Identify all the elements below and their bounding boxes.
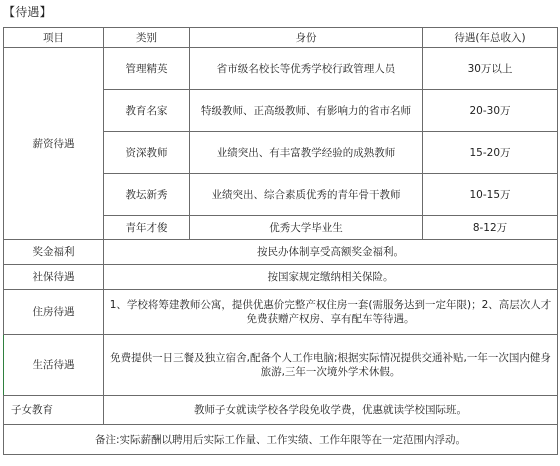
social-text: 按国家规定缴纳相关保险。 (104, 265, 558, 290)
life-text: 免费提供一日三餐及独立宿舍,配备个人工作电脑;根据实际情况提供交通补贴,一年一次国内健身旅游,三年一次境外学术休假。 (104, 335, 558, 396)
pay-cell: 10-15万 (423, 174, 558, 216)
category-cell: 教育名家 (104, 90, 190, 132)
identity-cell: 特级教师、正高级教师、有影响力的省市名师 (190, 90, 423, 132)
note-text: 备注:实际薪酬以聘用后实际工作量、工作实绩、工作年限等在一定范围内浮动。 (4, 425, 558, 455)
table-row (4, 240, 558, 265)
category-cell: 管理精英 (104, 48, 190, 90)
header-item: 项目 (4, 28, 104, 48)
section-heading: 【待遇】 (3, 5, 52, 19)
identity-cell: 业绩突出、有丰富教学经验的成熟教师 (190, 132, 423, 174)
pay-cell: 8-12万 (423, 216, 558, 240)
header-pay: 待遇(年总收入) (423, 28, 558, 48)
children-text: 教师子女就读学校各学段免收学费，优惠就读学校国际班。 (104, 396, 558, 425)
pay-cell: 30万以上 (423, 48, 558, 90)
housing-label: 住房待遇 (4, 290, 104, 335)
table-row (4, 396, 558, 425)
pay-cell: 15-20万 (423, 132, 558, 174)
identity-cell: 优秀大学毕业生 (190, 216, 423, 240)
category-cell: 资深教师 (104, 132, 190, 174)
benefits-table (3, 27, 558, 455)
table-row (4, 265, 558, 290)
table-row (4, 425, 558, 455)
bonus-label: 奖金福利 (4, 240, 104, 265)
category-cell: 青年才俊 (104, 216, 190, 240)
header-category: 类别 (104, 28, 190, 48)
pay-cell: 20-30万 (423, 90, 558, 132)
category-cell: 教坛新秀 (104, 174, 190, 216)
salary-label: 薪资待遇 (4, 48, 104, 240)
children-label: 子女教育 (4, 396, 104, 425)
table-row (4, 290, 558, 335)
table-row (4, 335, 558, 396)
life-label: 生活待遇 (4, 335, 104, 396)
social-label: 社保待遇 (4, 265, 104, 290)
bonus-text: 按民办体制享受高额奖金福利。 (104, 240, 558, 265)
identity-cell: 省市级名校长等优秀学校行政管理人员 (190, 48, 423, 90)
table-header-row (4, 28, 558, 48)
housing-text: 1、学校将筹建教师公寓，提供优惠价完整产权住房一套(需服务达到一定年限)；2、高层次人才免费获赠产权房、享有配车等待遇。 (104, 290, 558, 335)
table-row (4, 48, 558, 90)
identity-cell: 业绩突出、综合素质优秀的青年骨干教师 (190, 174, 423, 216)
header-identity: 身份 (190, 28, 423, 48)
